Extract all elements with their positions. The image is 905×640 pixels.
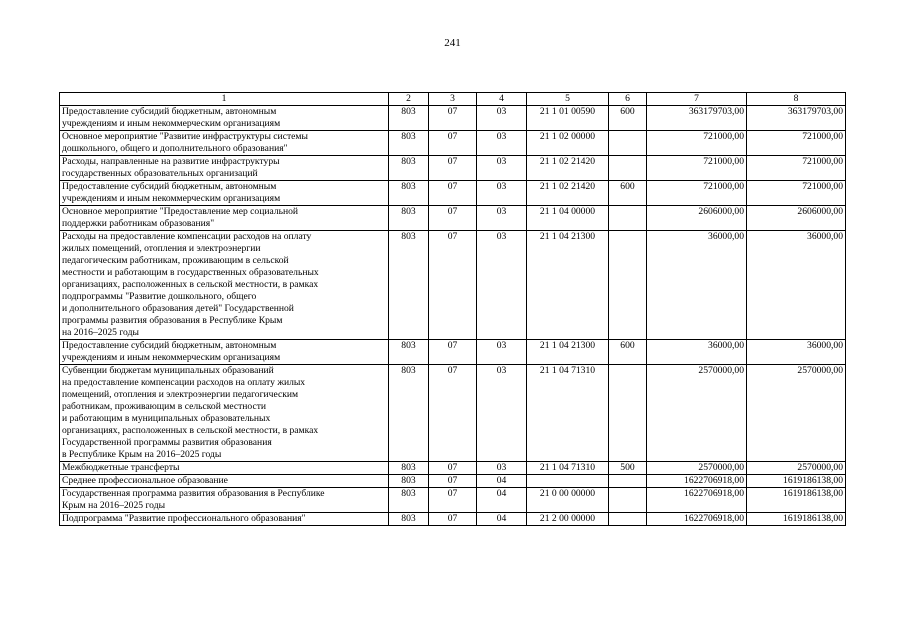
- section-cell: 07: [429, 340, 477, 365]
- description-line: работникам, проживающим в сельской местности: [62, 401, 267, 412]
- amount-year1-cell: 2570000,00: [647, 462, 747, 475]
- gr-code-cell: 803: [389, 181, 429, 206]
- description-line: организациях, расположенных в сельской местности, в рамках: [62, 279, 319, 290]
- gr-code-cell: 803: [389, 231, 429, 340]
- header-cell: 1: [60, 93, 389, 106]
- expense-type-cell: [609, 475, 647, 488]
- description-line: учреждениям и иным некоммерческим организациям: [62, 352, 281, 363]
- header-cell: 3: [429, 93, 477, 106]
- table-row: [60, 131, 846, 156]
- target-article-cell: 21 1 04 21300: [527, 340, 609, 365]
- description-line: учреждениям и иным некоммерческим организациям: [62, 118, 281, 129]
- subsection-cell: 04: [477, 513, 527, 526]
- gr-code-cell: 803: [389, 488, 429, 513]
- amount-year1-cell: 721000,00: [647, 181, 747, 206]
- table-row: [60, 488, 846, 513]
- expense-type-cell: 600: [609, 106, 647, 131]
- section-cell: 07: [429, 231, 477, 340]
- subsection-cell: 03: [477, 156, 527, 181]
- description-line: поддержки работникам образования": [62, 218, 215, 229]
- table-row: [60, 475, 846, 488]
- table-header-row: [60, 93, 846, 106]
- header-cell: 6: [609, 93, 647, 106]
- description-line: на предоставление компенсации расходов на оплату жилых: [62, 377, 306, 388]
- amount-year1-cell: 2606000,00: [647, 206, 747, 231]
- expense-type-cell: 600: [609, 181, 647, 206]
- expense-type-cell: [609, 131, 647, 156]
- subsection-cell: 03: [477, 131, 527, 156]
- section-cell: 07: [429, 462, 477, 475]
- subsection-cell: 03: [477, 462, 527, 475]
- amount-year2-cell: 721000,00: [747, 131, 846, 156]
- target-article-cell: 21 1 04 21300: [527, 231, 609, 340]
- description-cell: [60, 340, 389, 365]
- header-cell: 5: [527, 93, 609, 106]
- amount-year2-cell: 2570000,00: [747, 462, 846, 475]
- table-row: [60, 513, 846, 526]
- gr-code-cell: 803: [389, 513, 429, 526]
- description-cell: [60, 488, 389, 513]
- section-cell: 07: [429, 181, 477, 206]
- description-line: Государственная программа развития образования в Республике: [62, 488, 325, 499]
- target-article-cell: 21 1 04 71310: [527, 365, 609, 462]
- table-row: [60, 181, 846, 206]
- amount-year1-cell: 721000,00: [647, 131, 747, 156]
- subsection-cell: 04: [477, 488, 527, 513]
- description-line: Предоставление субсидий бюджетным, автономным: [62, 181, 277, 192]
- description-line: местности и работающим в государственных образовательных: [62, 267, 319, 278]
- subsection-cell: 03: [477, 340, 527, 365]
- description-line: в Республике Крым на 2016–2025 годы: [62, 449, 222, 460]
- target-article-cell: 21 1 04 71310: [527, 462, 609, 475]
- section-cell: 07: [429, 488, 477, 513]
- description-line: и работающим в муниципальных образовательных: [62, 413, 271, 424]
- target-article-cell: 21 1 02 21420: [527, 156, 609, 181]
- expense-type-cell: [609, 365, 647, 462]
- table-row: [60, 231, 846, 340]
- header-cell: 4: [477, 93, 527, 106]
- target-article-cell: 21 1 01 00590: [527, 106, 609, 131]
- description-line: Крым на 2016–2025 годы: [62, 500, 166, 511]
- amount-year1-cell: 721000,00: [647, 156, 747, 181]
- expense-type-cell: [609, 206, 647, 231]
- description-cell: [60, 181, 389, 206]
- description-line: педагогическим работникам, проживающим в сельской: [62, 255, 289, 266]
- amount-year1-cell: 36000,00: [647, 340, 747, 365]
- budget-table: [59, 92, 846, 526]
- amount-year1-cell: 1622706918,00: [647, 475, 747, 488]
- amount-year2-cell: 2606000,00: [747, 206, 846, 231]
- subsection-cell: 03: [477, 365, 527, 462]
- description-cell: [60, 131, 389, 156]
- header-cell: 2: [389, 93, 429, 106]
- header-cell: 7: [647, 93, 747, 106]
- expense-type-cell: [609, 156, 647, 181]
- target-article-cell: 21 1 04 00000: [527, 206, 609, 231]
- description-line: жилых помещений, отопления и электроэнергии: [62, 243, 261, 254]
- amount-year2-cell: 36000,00: [747, 231, 846, 340]
- description-cell: [60, 513, 389, 526]
- amount-year2-cell: 1619186138,00: [747, 475, 846, 488]
- amount-year1-cell: 2570000,00: [647, 365, 747, 462]
- target-article-cell: 21 0 00 00000: [527, 488, 609, 513]
- amount-year2-cell: 721000,00: [747, 156, 846, 181]
- description-line: организациях, расположенных в сельской местности, в рамках: [62, 425, 319, 436]
- table-body: [60, 93, 846, 526]
- description-line: учреждениям и иным некоммерческим организациям: [62, 193, 281, 204]
- amount-year2-cell: 363179703,00: [747, 106, 846, 131]
- amount-year2-cell: 2570000,00: [747, 365, 846, 462]
- expense-type-cell: [609, 488, 647, 513]
- description-line: на 2016–2025 годы: [62, 327, 139, 338]
- description-line: Расходы на предоставление компенсации расходов на оплату: [62, 231, 312, 242]
- page-number: 241: [444, 37, 461, 49]
- gr-code-cell: 803: [389, 462, 429, 475]
- amount-year2-cell: 36000,00: [747, 340, 846, 365]
- description-line: Субвенции бюджетам муниципальных образований: [62, 365, 274, 376]
- description-line: и дополнительного образования детей" Государственной: [62, 303, 294, 314]
- gr-code-cell: 803: [389, 156, 429, 181]
- amount-year2-cell: 721000,00: [747, 181, 846, 206]
- section-cell: 07: [429, 106, 477, 131]
- description-cell: [60, 106, 389, 131]
- description-line: государственных образовательных организаций: [62, 168, 258, 179]
- subsection-cell: 03: [477, 231, 527, 340]
- target-article-cell: 21 1 02 00000: [527, 131, 609, 156]
- target-article-cell: 21 2 00 00000: [527, 513, 609, 526]
- section-cell: 07: [429, 131, 477, 156]
- amount-year2-cell: 1619186138,00: [747, 488, 846, 513]
- expense-type-cell: 500: [609, 462, 647, 475]
- description-cell: [60, 365, 389, 462]
- section-cell: 07: [429, 513, 477, 526]
- description-cell: [60, 206, 389, 231]
- expense-type-cell: [609, 231, 647, 340]
- description-line: помещений, отопления и электроэнергии педагогическим: [62, 389, 299, 400]
- description-cell: [60, 231, 389, 340]
- expense-type-cell: [609, 513, 647, 526]
- description-line: Основное мероприятие "Развитие инфраструктуры системы: [62, 131, 308, 142]
- gr-code-cell: 803: [389, 340, 429, 365]
- target-article-cell: [527, 475, 609, 488]
- description-line: Предоставление субсидий бюджетным, автономным: [62, 106, 277, 117]
- amount-year1-cell: 1622706918,00: [647, 513, 747, 526]
- description-line: Предоставление субсидий бюджетным, автономным: [62, 340, 277, 351]
- description-cell: [60, 475, 389, 488]
- table-row: [60, 156, 846, 181]
- amount-year1-cell: 363179703,00: [647, 106, 747, 131]
- amount-year1-cell: 36000,00: [647, 231, 747, 340]
- subsection-cell: 03: [477, 106, 527, 131]
- description-cell: [60, 462, 389, 475]
- description-line: Среднее профессиональное образование: [62, 475, 228, 486]
- table-row: [60, 340, 846, 365]
- subsection-cell: 03: [477, 206, 527, 231]
- gr-code-cell: 803: [389, 475, 429, 488]
- subsection-cell: 04: [477, 475, 527, 488]
- subsection-cell: 03: [477, 181, 527, 206]
- description-line: Подпрограмма "Развитие профессионального образования": [62, 513, 306, 524]
- table-row: [60, 106, 846, 131]
- gr-code-cell: 803: [389, 131, 429, 156]
- amount-year1-cell: 1622706918,00: [647, 488, 747, 513]
- table-row: [60, 365, 846, 462]
- table-row: [60, 462, 846, 475]
- gr-code-cell: 803: [389, 106, 429, 131]
- amount-year2-cell: 1619186138,00: [747, 513, 846, 526]
- description-line: Расходы, направленные на развитие инфраструктуры: [62, 156, 280, 167]
- description-line: дошкольного, общего и дополнительного образования": [62, 143, 288, 154]
- description-line: Основное мероприятие "Предоставление мер социальной: [62, 206, 299, 217]
- description-line: Межбюджетные трансферты: [62, 462, 180, 473]
- section-cell: 07: [429, 365, 477, 462]
- description-line: подпрограммы "Развитие дошкольного, общего: [62, 291, 257, 302]
- description-cell: [60, 156, 389, 181]
- gr-code-cell: 803: [389, 365, 429, 462]
- section-cell: 07: [429, 475, 477, 488]
- gr-code-cell: 803: [389, 206, 429, 231]
- section-cell: 07: [429, 206, 477, 231]
- target-article-cell: 21 1 02 21420: [527, 181, 609, 206]
- section-cell: 07: [429, 156, 477, 181]
- header-cell: 8: [747, 93, 846, 106]
- table-row: [60, 206, 846, 231]
- description-line: Государственной программы развития образования: [62, 437, 272, 448]
- expense-type-cell: 600: [609, 340, 647, 365]
- description-line: программы развития образования в Республике Крым: [62, 315, 283, 326]
